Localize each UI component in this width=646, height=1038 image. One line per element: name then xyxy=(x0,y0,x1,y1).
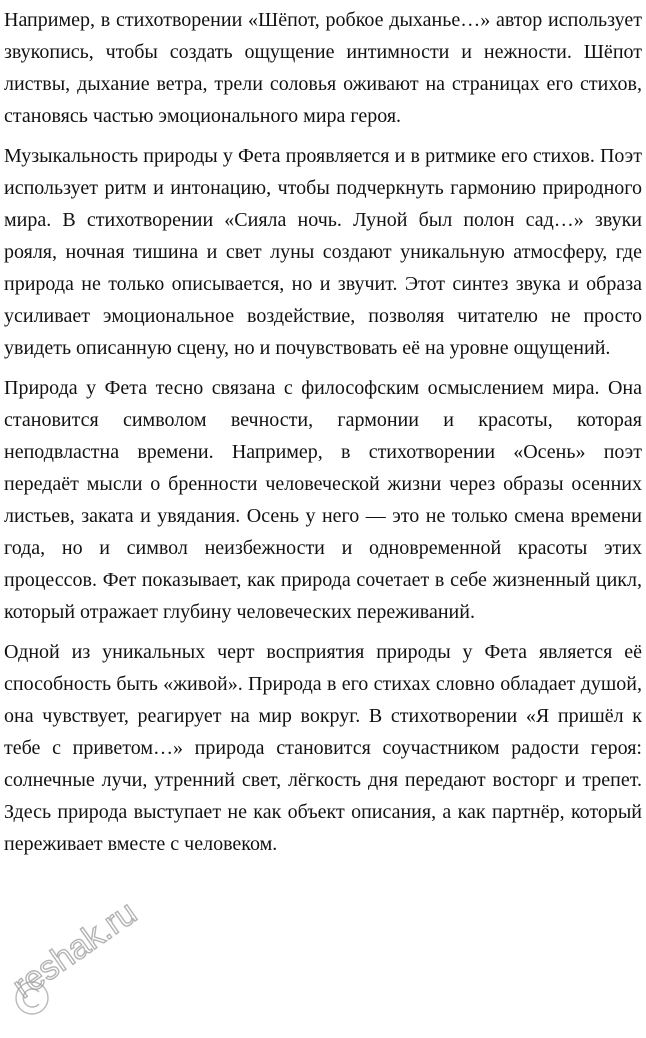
paragraph-1: Например, в стихотворении «Шёпот, робкое дыханье…» автор использует звукопись, чтобы создать ощущение интимности и нежности. Шёпот листвы, дыхание ветра, трели соловья оживают на страницах его стихов, становясь частью эмоционального мира героя. xyxy=(4,9,642,127)
watermark-copyright-c xyxy=(23,989,39,1007)
watermark-copyright-icon xyxy=(16,982,48,1014)
watermark-logo xyxy=(0,868,162,1038)
watermark-text: reshak.ru xyxy=(5,893,144,1006)
paragraph-2: Музыкальность природы у Фета проявляется и в ритмике его стихов. Поэт использует ритм и интонацию, чтобы подчеркнуть гармонию природного мира. В стихотворении «Сияла ночь. Луной был полон сад…» звуки рояля, ночная тишина и свет луны создают уникальную атмосферу, где природа не только описывается, но и звучит. Этот синтез звука и образа усиливает эмоциональное воздействие, позволяя читателю не просто увидеть описанную сцену, но и почувствовать её на уровне ощущений. xyxy=(4,145,642,359)
paragraph-3: Природа у Фета тесно связана с философским осмыслением мира. Она становится символом вечности, гармонии и красоты, которая неподвластна времени. Например, в стихотворении «Осень» поэт передаёт мысли о бренности человеческой жизни через образы осенних листьев, заката и увядания. Осень у него — это не только смена времени года, но и символ неизбежности и одновременной красоты этих процессов. Фет показывает, как природа сочетает в себе жизненный цикл, который отражает глубину человеческих переживаний. xyxy=(4,377,642,623)
document-page xyxy=(4,0,642,868)
paragraph-4: Одной из уникальных черт восприятия природы у Фета является её способность быть «живой». Природа в его стихах словно обладает душой, она чувствует, реагирует на мир вокруг. В стихотворении «Я пришёл к тебе с приветом…» природа становится соучастником радости героя: солнечные лучи, утренний свет, лёгкость дня передают восторг и трепет. Здесь природа выступает не как объект описания, а как партнёр, который переживает вместе с человеком. xyxy=(4,641,642,855)
